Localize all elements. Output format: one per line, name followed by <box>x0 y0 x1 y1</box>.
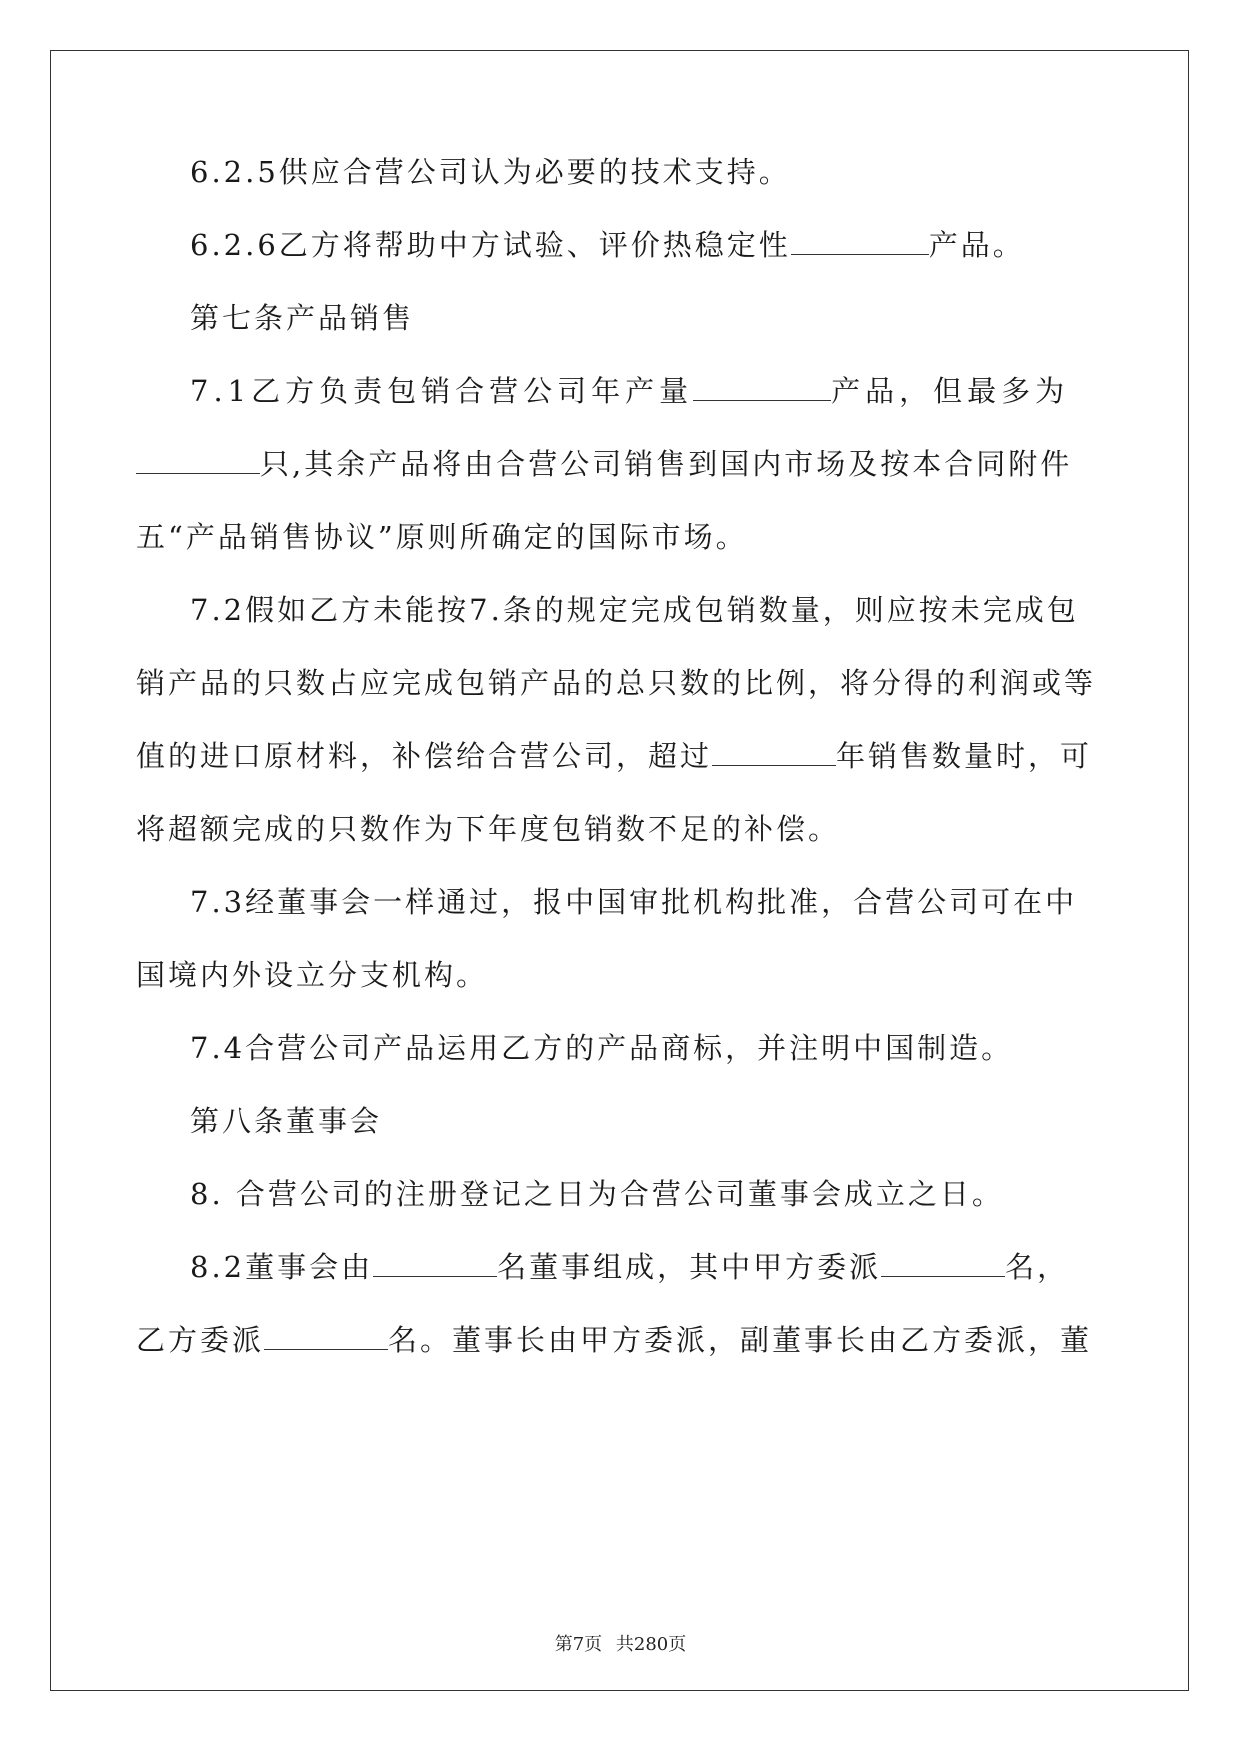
para-7-4: 7.4合营公司产品运用乙方的产品商标，并注明中国制造。 <box>190 1031 1014 1065</box>
para-text: 只,其余产品将由合营公司销售到国内市场及按本合同附件 <box>260 447 1073 481</box>
para-text: 6.2.6乙方将帮助中方试验、评价热稳定性 <box>190 228 791 262</box>
fill-blank <box>693 374 831 401</box>
para-text: 7.1乙方负责包销合营公司年产量 <box>190 374 694 408</box>
para-text: 8.2董事会由 <box>190 1250 374 1284</box>
para-text: 值的进口原材料，补偿给合营公司，超过 <box>136 739 713 773</box>
para-text: 产品。 <box>928 228 1025 262</box>
fill-blank <box>712 739 836 766</box>
para-6-2-5: 6.2.5供应合营公司认为必要的技术支持。 <box>190 155 791 189</box>
para-text: 产品，但最多为 <box>831 374 1070 408</box>
total-pages: 共280页 <box>615 1634 687 1655</box>
para-8-2-line1 <box>190 1247 1069 1287</box>
page-border <box>50 50 1189 1691</box>
para-text: 名， <box>1005 1250 1070 1284</box>
para-7-2-line4: 将超额完成的只数作为下年度包销数不足的补偿。 <box>136 812 841 846</box>
para-7-1-line3: 五“产品销售协议”原则所确定的国际市场。 <box>136 520 748 554</box>
heading-article-7: 第七条产品销售 <box>190 301 415 335</box>
para-text: 名董事组成，其中甲方委派 <box>497 1250 882 1284</box>
para-7-2-line2: 销产品的只数占应完成包销产品的总只数的比例，将分得的利润或等 <box>136 666 1097 700</box>
para-8-2-line2 <box>136 1320 1092 1360</box>
fill-blank <box>791 228 929 255</box>
fill-blank <box>136 447 260 474</box>
para-7-3-line1: 7.3经董事会一样通过，报中国审批机构批准，合营公司可在中 <box>190 885 1078 919</box>
para-7-2-line1: 7.2假如乙方未能按7.条的规定完成包销数量，则应按未完成包 <box>190 593 1079 627</box>
para-7-1-line2 <box>136 444 1072 484</box>
para-7-1-line1 <box>190 371 1069 411</box>
para-text: 乙方委派 <box>136 1323 265 1357</box>
para-8-1: 8. 合营公司的注册登记之日为合营公司董事会成立之日。 <box>190 1177 1004 1211</box>
heading-article-8: 第八条董事会 <box>190 1104 383 1138</box>
para-7-2-line3 <box>136 736 1092 776</box>
fill-blank <box>881 1250 1005 1277</box>
para-6-2-6 <box>190 225 1025 265</box>
para-text: 名。董事长由甲方委派，副董事长由乙方委派，董 <box>388 1323 1093 1357</box>
page-number: 第7页 <box>554 1634 603 1655</box>
page-footer <box>0 1630 1241 1656</box>
para-text: 年销售数量时，可 <box>836 739 1093 773</box>
para-7-3-line2: 国境内外设立分支机构。 <box>136 958 489 992</box>
fill-blank <box>264 1323 388 1350</box>
fill-blank <box>373 1250 497 1277</box>
